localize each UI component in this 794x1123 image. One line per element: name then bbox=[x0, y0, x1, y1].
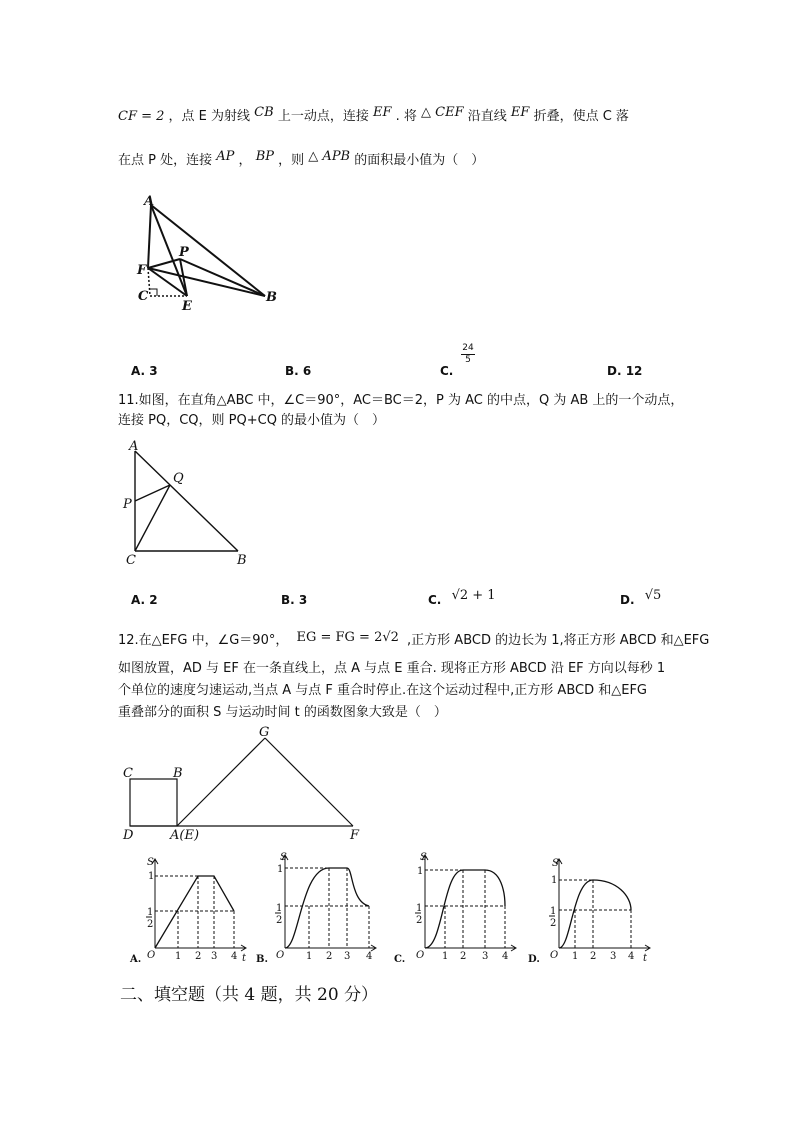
q11-line2: 连接 PQ，CQ，则 PQ+CQ 的最小值为（ ） bbox=[118, 413, 386, 428]
q12-line2: 如图放置，AD 与 EF 在一条直线上，点 A 与点 E 重合. 现将正方形 ABCD 沿 EF 方向以每秒 1 bbox=[118, 661, 666, 676]
q11-label-c: C bbox=[126, 553, 136, 568]
q11-option-d[interactable] bbox=[620, 588, 662, 608]
q10-option-b[interactable]: B. 6 bbox=[285, 364, 312, 378]
q10-option-c-frac bbox=[461, 343, 475, 366]
graph-x-4: 4 bbox=[628, 951, 635, 962]
q10-label-f: F bbox=[137, 263, 147, 278]
frac-numerator: 24 bbox=[462, 343, 474, 353]
q10-ef: EF bbox=[372, 105, 392, 120]
q12-option-d[interactable]: D. bbox=[528, 954, 540, 965]
graph-tick-half-den: 2 bbox=[147, 919, 154, 930]
q10-text: . 将 bbox=[395, 109, 417, 124]
graph-x-3: 3 bbox=[610, 951, 617, 962]
q12-option-c[interactable]: C. bbox=[394, 954, 406, 965]
graph-x-1: 1 bbox=[306, 951, 313, 962]
graph-t-label: t bbox=[242, 953, 247, 964]
q12-figure bbox=[118, 722, 378, 842]
q11-label-a: A bbox=[129, 439, 139, 454]
graph-x-1: 1 bbox=[572, 951, 579, 962]
q12-option-b[interactable]: B. bbox=[256, 954, 268, 965]
q10-label-a: A bbox=[144, 194, 155, 209]
graph-x-1: 1 bbox=[442, 951, 449, 962]
graph-x-3: 3 bbox=[211, 951, 218, 962]
q10-option-a[interactable]: A. 3 bbox=[131, 364, 158, 378]
graph-origin: O bbox=[416, 950, 425, 961]
q12-eg-fg: EG = FG = 2√2 bbox=[296, 630, 399, 645]
q10-cb: CB bbox=[254, 105, 274, 120]
q12-text: ,正方形 ABCD 的边长为 1,将正方形 ABCD 和△EFG bbox=[407, 633, 710, 648]
graph-tick-1: 1 bbox=[417, 866, 424, 877]
graph-x-4: 4 bbox=[366, 951, 373, 962]
q10-option-d[interactable]: D. 12 bbox=[607, 364, 643, 378]
q11-option-a[interactable]: A. 2 bbox=[131, 593, 158, 607]
frac-denominator: 5 bbox=[465, 355, 471, 365]
q11-option-c[interactable] bbox=[428, 588, 496, 608]
graph-tick-1: 1 bbox=[551, 875, 558, 886]
graph-tick-1: 1 bbox=[277, 864, 284, 875]
graph-x-2: 2 bbox=[460, 951, 467, 962]
q10-text: ， bbox=[238, 153, 252, 168]
q10-option-c-label: C. bbox=[440, 364, 454, 378]
graph-x-3: 3 bbox=[482, 951, 489, 962]
q12-label-f: F bbox=[350, 828, 360, 843]
q10-text: 折叠，使点 C 落 bbox=[533, 109, 629, 124]
graph-x-3: 3 bbox=[344, 951, 351, 962]
q12-line3: 个单位的速度匀速运动,当点 A 与点 F 重合时停止.在这个运动过程中,正方形 ABCD 和△EFG bbox=[118, 683, 647, 698]
q11-option-b[interactable]: B. 3 bbox=[281, 593, 308, 607]
graph-s-label: S bbox=[420, 852, 427, 863]
q11-figure bbox=[118, 436, 258, 576]
graph-tick-half-num: 1 bbox=[276, 903, 283, 914]
q12-graph-a[interactable] bbox=[130, 852, 250, 965]
graph-origin: O bbox=[276, 950, 285, 961]
graph-x-2: 2 bbox=[326, 951, 333, 962]
graph-origin: O bbox=[147, 950, 156, 961]
graph-x-4: 4 bbox=[231, 951, 238, 962]
q11-line1: 11.如图，在直角△ABC 中，∠C＝90°，AC＝BC＝2，P 为 AC 的中点，Q 为 AB 上的一个动点， bbox=[118, 393, 684, 408]
graph-tick-half-den: 2 bbox=[416, 915, 423, 926]
q12-label-b: B bbox=[173, 766, 183, 781]
q11-option-c-label: C. bbox=[428, 593, 442, 607]
q10-label-e: E bbox=[182, 299, 192, 314]
graph-tick-1: 1 bbox=[148, 871, 155, 882]
q10-line1 bbox=[118, 105, 629, 126]
q12-label-c: C bbox=[123, 766, 133, 781]
q10-ef2: EF bbox=[510, 105, 530, 120]
q10-text: ，则 bbox=[278, 153, 305, 168]
q12-line4: 重叠部分的面积 S 与运动时间 t 的函数图象大致是（ ） bbox=[118, 705, 447, 720]
q12-option-a[interactable]: A. bbox=[130, 954, 142, 965]
q10-option-c[interactable] bbox=[440, 364, 453, 378]
q12-graph-c[interactable] bbox=[393, 852, 518, 965]
graph-x-2: 2 bbox=[590, 951, 597, 962]
graph-s-label: S bbox=[147, 857, 154, 868]
graph-s-label: S bbox=[280, 852, 287, 863]
q10-line2 bbox=[118, 149, 485, 170]
graph-tick-half-den: 2 bbox=[550, 918, 557, 929]
q10-label-b: B bbox=[266, 290, 277, 305]
q12-graph-b[interactable] bbox=[255, 852, 375, 965]
graph-tick-half-num: 1 bbox=[147, 907, 154, 918]
q10-label-p: P bbox=[179, 245, 189, 260]
q12-label-d: D bbox=[123, 828, 134, 843]
graph-s-label: S bbox=[552, 858, 559, 869]
graph-tick-half-num: 1 bbox=[550, 906, 557, 917]
q12-graph-d[interactable] bbox=[527, 852, 652, 965]
graph-x-4: 4 bbox=[502, 951, 509, 962]
graph-tick-half-num: 1 bbox=[416, 903, 423, 914]
q10-label-c: C bbox=[138, 289, 149, 304]
q10-ap: AP bbox=[216, 149, 235, 164]
graph-tick-half-den: 2 bbox=[276, 915, 283, 926]
q10-cf-eq: CF = 2 bbox=[118, 109, 165, 124]
q12-line1 bbox=[118, 632, 709, 650]
q11-label-q: Q bbox=[173, 471, 184, 486]
q10-text: 上一动点，连接 bbox=[277, 109, 369, 124]
q11-option-c-value: √2 + 1 bbox=[451, 588, 496, 603]
graph-x-1: 1 bbox=[175, 951, 182, 962]
q11-option-d-label: D. bbox=[620, 593, 635, 607]
q10-text: 的面积最小值为（ ） bbox=[354, 153, 485, 168]
q10-figure bbox=[130, 192, 310, 322]
graph-t-label: t bbox=[643, 953, 648, 964]
q10-text: 沿直线 bbox=[467, 109, 507, 124]
q12-text: 12.在△EFG 中，∠G＝90°， bbox=[118, 633, 289, 648]
q12-label-g: G bbox=[259, 725, 270, 740]
q11-label-p: P bbox=[123, 497, 132, 512]
q10-bp: BP bbox=[255, 149, 274, 164]
graph-x-2: 2 bbox=[195, 951, 202, 962]
q12-label-ae: A(E) bbox=[170, 828, 200, 843]
q10-tri-cef: △ CEF bbox=[421, 105, 464, 120]
q11-option-d-value: √5 bbox=[644, 588, 662, 603]
q11-label-b: B bbox=[237, 553, 247, 568]
q10-text: 在点 P 处，连接 bbox=[118, 153, 213, 168]
q10-tri-apb: △ APB bbox=[308, 149, 351, 164]
q10-text: ，点 E 为射线 bbox=[168, 109, 251, 124]
section-2-title: 二、填空题（共 4 题，共 20 分） bbox=[120, 985, 379, 1005]
graph-origin: O bbox=[550, 950, 559, 961]
